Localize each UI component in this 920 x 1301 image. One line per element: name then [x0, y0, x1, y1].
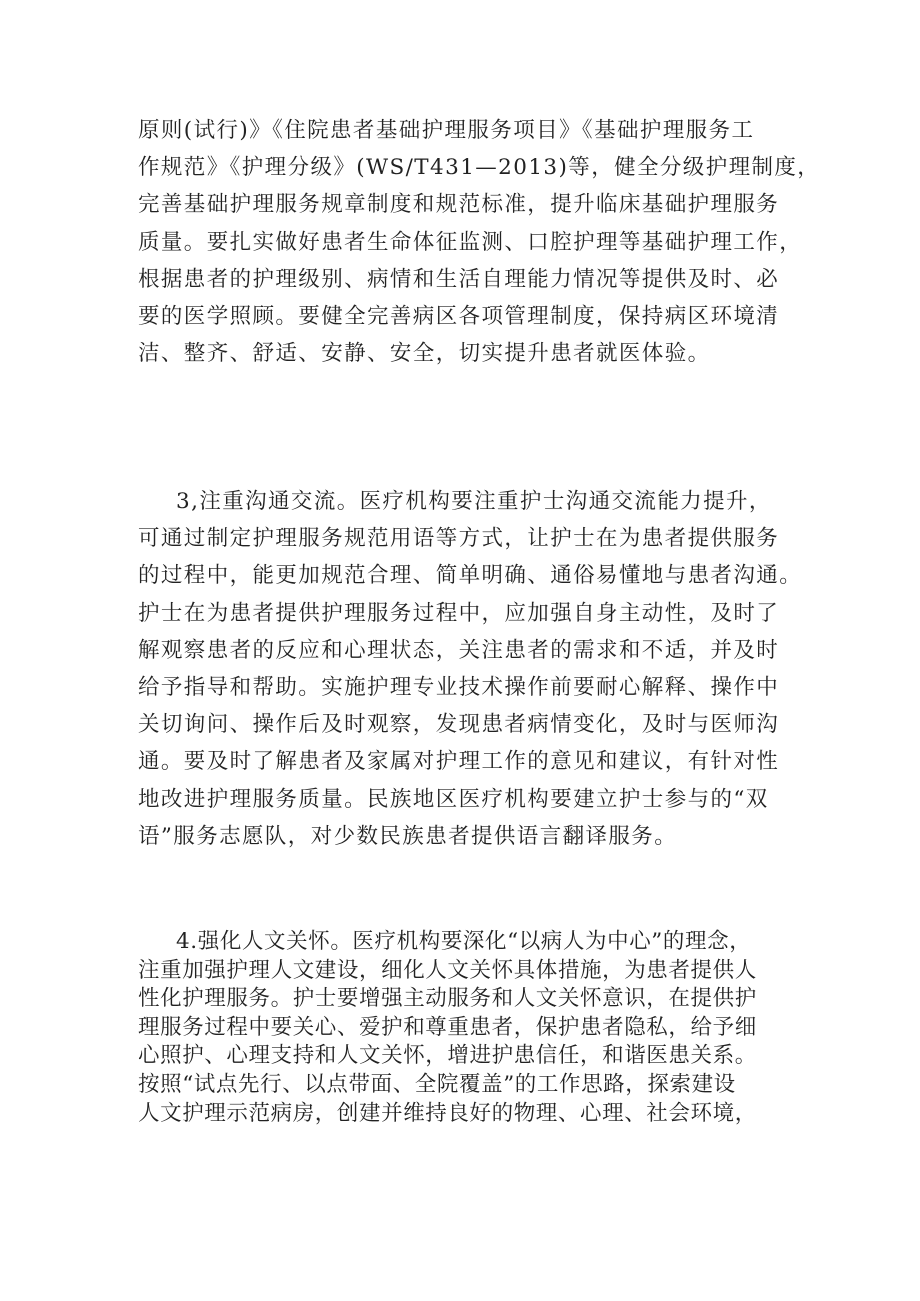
text-line: 根据患者的护理级别、病情和生活自理能力情况等提供及时、必	[138, 266, 780, 292]
text-line: 洁、整齐、舒适、安静、安全，切实提升患者就医体验。	[138, 341, 711, 367]
text-line: 作规范》《护理分级》(WS/T431—2013)等，健全分级护理制度，	[138, 155, 821, 181]
text-line: 心照护、心理支持和人文关怀，增进护患信任，和谐医患关系。	[138, 1043, 757, 1069]
text-line: 护士在为患者提供护理服务过程中，应加强自身主动性，及时了	[138, 600, 780, 626]
text-line: 性化护理服务。护士要增强主动服务和人文关怀意识，在提供护	[138, 986, 757, 1012]
text-line: 质量。要扎实做好患者生命体征监测、口腔护理等基础护理工作，	[138, 229, 803, 255]
text-line: 的过程中，能更加规范合理、简单明确、通俗易懂地与患者沟通。	[138, 563, 803, 589]
text-line: 完善基础护理服务规章制度和规范标准，提升临床基础护理服务	[138, 192, 780, 218]
text-line: 4.强化人文关怀。医疗机构要深化“以病人为中心”的理念，	[176, 929, 752, 954]
text-line: 3,注重沟通交流。医疗机构要注重护士沟通交流能力提升，	[176, 489, 772, 514]
paragraph-communication	[138, 483, 818, 855]
text-line: 可通过制定护理服务规范用语等方式，让护士在为患者提供服务	[138, 526, 780, 552]
text-line: 注重加强护理人文建设，细化人文关怀具体措施，为患者提供人	[138, 957, 757, 983]
text-line: 通。要及时了解患者及家属对护理工作的意见和建议，有针对性	[138, 749, 780, 775]
text-line: 人文护理示范病房，创建并维持良好的物理、心理、社会环境，	[138, 1100, 757, 1126]
text-line: 要的医学照顾。要健全完善病区各项管理制度，保持病区环境清	[138, 304, 780, 330]
text-line: 语”服务志愿队，对少数民族患者提供语言翻译服务。	[138, 823, 678, 849]
text-line: 解观察患者的反应和心理状态，关注患者的需求和不适，并及时	[138, 637, 780, 663]
text-line: 理服务过程中要关心、爱护和尊重患者，保护患者隐私，给予细	[138, 1014, 757, 1040]
paragraph-humanistic-care	[138, 928, 818, 1128]
paragraph-basic-nursing	[138, 112, 821, 372]
text-line: 原则(试行)》《住院患者基础护理服务项目》《基础护理服务工	[138, 118, 755, 143]
text-line: 关切询问、操作后及时观察，发现患者病情变化，及时与医师沟	[138, 712, 780, 738]
text-line: 按照“试点先行、以点带面、全院覆盖”的工作思路，探索建设	[138, 1071, 736, 1097]
text-line: 地改进护理服务质量。民族地区医疗机构要建立护士参与的“双	[138, 786, 769, 812]
text-line: 给予指导和帮助。实施护理专业技术操作前要耐心解释、操作中	[138, 675, 780, 701]
